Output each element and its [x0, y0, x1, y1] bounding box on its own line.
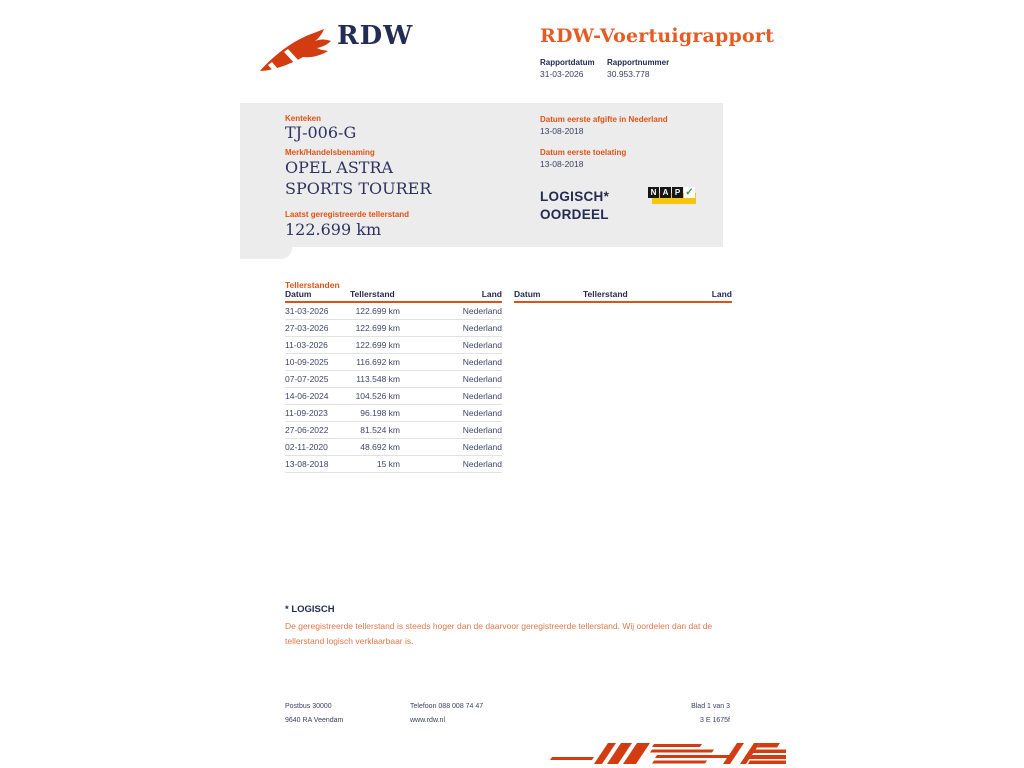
- footer-page-number: Blad 1 van 3: [691, 703, 730, 710]
- report-date-label: Rapportdatum: [540, 58, 595, 67]
- meter-reading-row: [285, 371, 502, 388]
- nap-letter-n: N: [648, 187, 659, 198]
- merk-value: [285, 157, 431, 199]
- merk-label: Merk/Handelsbenaming: [285, 148, 375, 157]
- meter-land-cell: Nederland: [400, 439, 502, 456]
- footer-address-line2: 9640 RA Veendam: [285, 717, 344, 724]
- oordeel-line1: LOGISCH*: [540, 189, 610, 204]
- footer-form-code: 3 E 1675f: [700, 717, 730, 724]
- meter-land-cell: Nederland: [400, 320, 502, 337]
- meter-date-cell: 10-09-2025: [285, 354, 350, 371]
- nap-check-icon: ✓: [685, 187, 694, 198]
- afgifte-value: 13-08-2018: [540, 126, 584, 136]
- merk-line1: OPEL ASTRA: [285, 158, 394, 177]
- tellerstanden-table-right: [514, 289, 732, 303]
- meter-land-cell: Nederland: [400, 456, 502, 473]
- col-header-datum: Datum: [285, 289, 350, 302]
- col-header-tellerstand: Tellerstand: [350, 289, 400, 302]
- meter-date-cell: 02-11-2020: [285, 439, 350, 456]
- footnote-text: De geregistreerde tellerstand is steeds hoger dan de daarvoor geregistreerde tellerstand. Wij oordelen dan dat de tellerstand logisch verklaarbaar is.: [285, 621, 713, 646]
- kenteken-label: Kenteken: [285, 114, 322, 123]
- table-header-row: [285, 289, 502, 302]
- oordeel-verdict: [540, 188, 609, 224]
- merk-line2: SPORTS TOURER: [285, 179, 432, 198]
- footer-page-info: [630, 700, 730, 728]
- vehicle-summary-panel-tab: [240, 246, 292, 259]
- meter-km-cell: 116.692 km: [350, 354, 400, 371]
- footer-website: www.rdw.nl: [410, 717, 446, 724]
- meter-km-cell: 48.692 km: [350, 439, 400, 456]
- meter-land-cell: Nederland: [400, 302, 502, 320]
- meter-reading-row: [285, 388, 502, 405]
- footer-phone: Telefoon 088 008 74 47: [410, 703, 484, 710]
- meter-date-cell: 31-03-2026: [285, 302, 350, 320]
- nap-letter-p: P: [672, 187, 683, 198]
- meter-km-cell: 122.699 km: [350, 320, 400, 337]
- meter-reading-row: [285, 354, 502, 371]
- col-header-land: Land: [400, 289, 502, 302]
- footnote-title: * LOGISCH: [285, 604, 335, 615]
- meter-reading-row: [285, 456, 502, 473]
- col-header-land: Land: [643, 289, 732, 302]
- report-number-label: Rapportnummer: [607, 58, 670, 67]
- meter-reading-row: [285, 337, 502, 354]
- afgifte-label: Datum eerste afgifte in Nederland: [540, 115, 668, 124]
- footer-address-line1: Postbus 30000: [285, 703, 332, 710]
- meter-km-cell: 81.524 km: [350, 422, 400, 439]
- nap-logo: [646, 184, 700, 210]
- rdw-logo-text: RDW: [337, 21, 414, 51]
- meter-date-cell: 27-06-2022: [285, 422, 350, 439]
- table-header-row: [514, 289, 732, 302]
- meter-land-cell: Nederland: [400, 354, 502, 371]
- toelating-label: Datum eerste toelating: [540, 148, 627, 157]
- meter-reading-row: [285, 405, 502, 422]
- meter-land-cell: Nederland: [400, 371, 502, 388]
- meter-land-cell: Nederland: [400, 337, 502, 354]
- meter-date-cell: 11-09-2023: [285, 405, 350, 422]
- meter-land-cell: Nederland: [400, 405, 502, 422]
- tellerstand-value: 122.699 km: [285, 220, 382, 239]
- nap-letter-a: A: [660, 187, 671, 198]
- tellerstanden-section-title: Tellerstanden: [285, 280, 340, 290]
- report-date-value: 31-03-2026: [540, 69, 584, 79]
- meter-reading-row: [285, 320, 502, 337]
- meter-date-cell: 14-06-2024: [285, 388, 350, 405]
- rdw-stripes-graphic: [544, 741, 786, 768]
- meter-km-cell: 96.198 km: [350, 405, 400, 422]
- rdw-bird-logo-icon: [257, 27, 335, 75]
- meter-land-cell: Nederland: [400, 388, 502, 405]
- meter-km-cell: 15 km: [350, 456, 400, 473]
- meter-reading-row: [285, 302, 502, 320]
- tellerstanden-table-left: [285, 289, 502, 473]
- report-number-value: 30.953.778: [607, 69, 650, 79]
- tellerstand-label: Laatst geregistreerde tellerstand: [285, 210, 410, 219]
- meter-km-cell: 104.526 km: [350, 388, 400, 405]
- oordeel-line2: OORDEEL: [540, 207, 609, 222]
- toelating-value: 13-08-2018: [540, 159, 584, 169]
- meter-km-cell: 113.548 km: [350, 371, 400, 388]
- meter-reading-row: [285, 439, 502, 456]
- meter-date-cell: 27-03-2026: [285, 320, 350, 337]
- meter-date-cell: 13-08-2018: [285, 456, 350, 473]
- meter-km-cell: 122.699 km: [350, 302, 400, 320]
- col-header-tellerstand: Tellerstand: [583, 289, 643, 302]
- document-title: RDW-Voertuigrapport: [540, 25, 775, 47]
- kenteken-value: TJ-006-G: [285, 123, 357, 142]
- footer-contact: [410, 700, 483, 728]
- col-header-datum: Datum: [514, 289, 583, 302]
- meter-date-cell: 07-07-2025: [285, 371, 350, 388]
- meter-reading-row: [285, 422, 502, 439]
- meter-date-cell: 11-03-2026: [285, 337, 350, 354]
- meter-land-cell: Nederland: [400, 422, 502, 439]
- meter-km-cell: 122.699 km: [350, 337, 400, 354]
- footer-address: [285, 700, 343, 728]
